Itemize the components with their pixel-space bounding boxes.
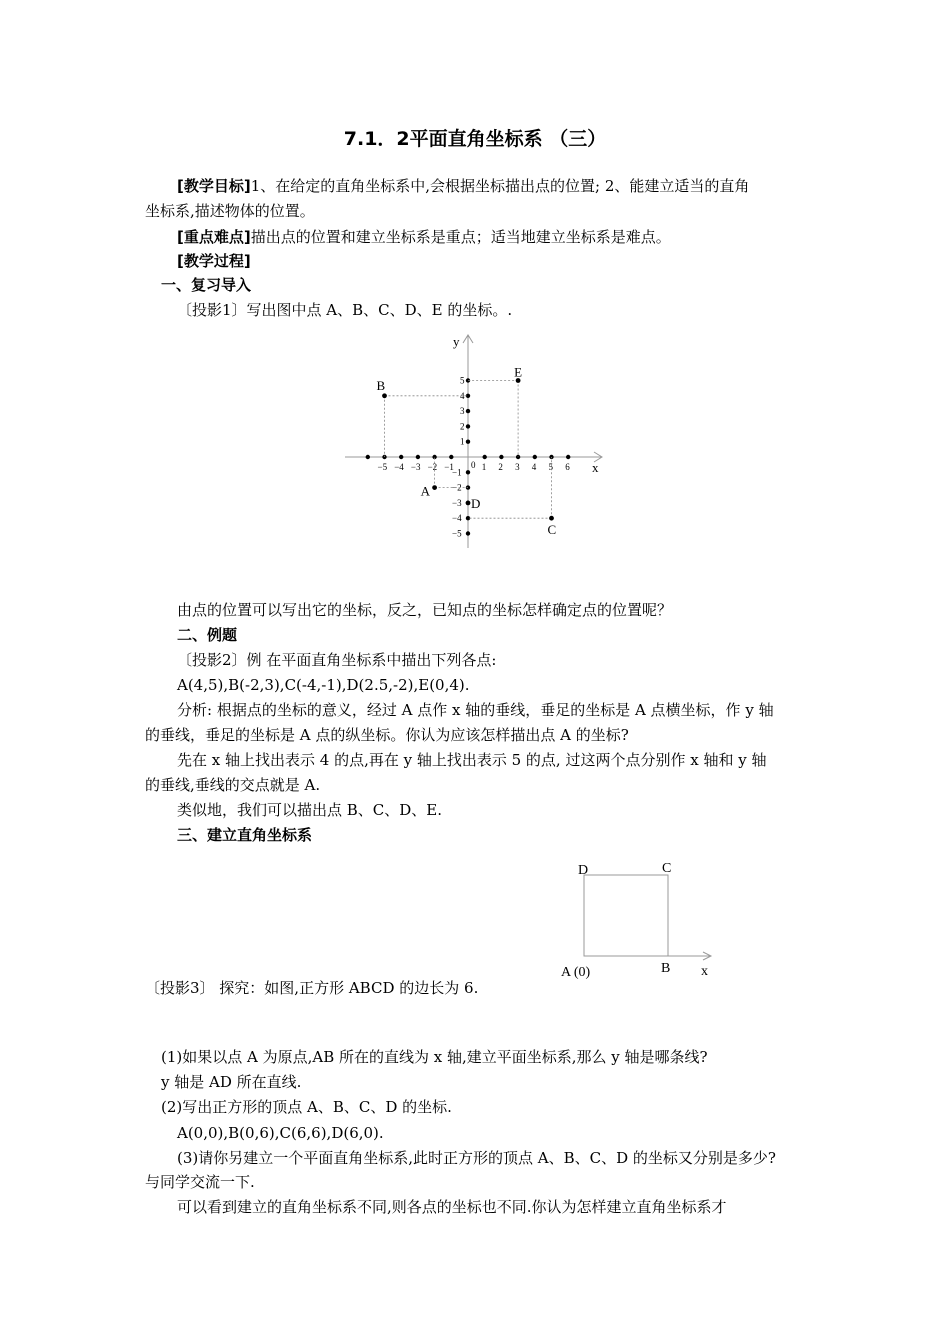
point-label-c: C [547, 522, 557, 538]
x-tick-dot [499, 455, 503, 459]
point-b [382, 393, 387, 398]
section-1-heading: 一、复习导入 [161, 276, 252, 294]
y-tick-label: −5 [452, 528, 462, 539]
x-tick-label: −4 [394, 462, 404, 472]
analysis-line-2: 的垂线，垂足的坐标是 A 点的纵坐标。你认为应该怎样描出点 A 的坐标? [145, 726, 629, 744]
x-tick-label: 3 [515, 462, 520, 472]
x-tick-label: 2 [498, 462, 503, 472]
point-label-a: A [420, 483, 430, 499]
point-c [549, 516, 554, 521]
reverse-question: 由点的位置可以写出它的坐标，反之，已知点的坐标怎样确定点的位置呢？ [177, 601, 673, 619]
label-c: C [662, 861, 672, 876]
x-tick-dot [449, 455, 453, 459]
x-tick-label: −1 [444, 462, 454, 472]
label-d: D [578, 863, 589, 878]
y-tick-dot [466, 424, 470, 428]
point-label-e: E [514, 364, 523, 380]
x-tick-dot [483, 455, 487, 459]
teaching-goal [177, 176, 749, 196]
x-tick-dot [399, 455, 403, 459]
x-tick-label: 4 [531, 462, 537, 472]
square-abcd [584, 875, 668, 956]
section-3-heading: 三、建立直角坐标系 [177, 826, 313, 844]
x-tick-label: 5 [548, 462, 553, 472]
x-tick-dot [566, 455, 570, 459]
key-text: 描出点的位置和建立坐标系是重点；适当地建立坐标系是难点。 [250, 228, 671, 246]
projection-3: 〔投影3〕 探究：如图,正方形 ABCD 的边长为 6. [145, 979, 479, 997]
y-tick-dot [466, 409, 470, 413]
x-tick-label: −3 [410, 462, 421, 472]
x-tick-label: −2 [427, 462, 438, 472]
x-tick-label: −5 [377, 462, 388, 472]
y-tick-dot [466, 440, 470, 444]
method-line-2: 的垂线,垂线的交点就是 A. [145, 776, 321, 794]
x-tick-dot [366, 455, 370, 459]
label-a: A (0) [561, 965, 591, 980]
y-tick-label: 1 [460, 436, 465, 447]
x-axis-label: x [592, 460, 599, 475]
question-2: (2)写出正方形的顶点 A、B、C、D 的坐标. [161, 1098, 452, 1116]
goal-text-2: 坐标系,描述物体的位置。 [145, 202, 315, 220]
answer-2: A(0,0),B(0,6),C(6,6),D(6,0). [177, 1124, 384, 1142]
y-tick-label: −1 [452, 467, 462, 478]
process-label: [教学过程] [177, 252, 251, 270]
y-tick-dot [466, 531, 470, 535]
points-list: A(4,5),B(-2,3),C(-4,-1),D(2.5,-2),E(0,4). [177, 676, 470, 694]
key-points [177, 227, 671, 247]
page-title: 7.1．2平面直角坐标系 （三） [343, 128, 607, 150]
goal-text-1: 1、在给定的直角坐标系中,会根据坐标描出点的位置; 2、能建立适当的直角 [250, 177, 750, 195]
label-x: x [701, 964, 708, 979]
section-2-heading: 二、例题 [177, 626, 238, 644]
point-label-d: D [471, 495, 481, 511]
x-tick-label: 6 [565, 462, 570, 472]
analysis-line-1: 分析: 根据点的坐标的意义，经过 A 点作 x 轴的垂线，垂足的坐标是 A 点横坐标，作 y 轴 [177, 701, 774, 719]
point-d [466, 501, 471, 506]
goal-label: [教学目标] [177, 177, 251, 195]
question-1: (1)如果以点 A 为原点,AB 所在的直线为 x 轴,建立平面坐标系,那么 y 轴是哪条线? [161, 1048, 708, 1066]
y-tick-label: 2 [460, 421, 465, 432]
coordinate-graph-1 [340, 330, 620, 575]
y-tick-label: −4 [452, 513, 462, 524]
point-label-b: B [376, 377, 386, 393]
x-tick-label: 1 [481, 462, 487, 472]
y-tick-dot [466, 470, 470, 474]
conclusion-line: 可以看到建立的直角坐标系不同,则各点的坐标也不同.你认为怎样建立直角坐标系才 [177, 1198, 727, 1216]
label-b: B [661, 961, 671, 976]
similar-line: 类似地，我们可以描出点 B、C、D、E. [177, 801, 443, 819]
y-tick-label: −3 [452, 497, 462, 508]
y-axis-label: y [453, 334, 460, 349]
y-tick-label: −2 [452, 482, 462, 493]
question-3-line-1: (3)请你另建立一个平面直角坐标系,此时正方形的顶点 A、B、C、D 的坐标又分别是多少? [177, 1149, 776, 1167]
answer-1: y 轴是 AD 所在直线. [161, 1073, 302, 1091]
projection-2: 〔投影2〕例 在平面直角坐标系中描出下列各点: [177, 651, 497, 669]
projection-1: 〔投影1〕写出图中点 A、B、C、D、E 的坐标。. [177, 301, 513, 319]
question-3-line-2: 与同学交流一下. [145, 1173, 255, 1191]
x-tick-dot [533, 455, 537, 459]
key-label: [重点难点] [177, 228, 251, 246]
square-graph [555, 855, 725, 985]
y-tick-label: 3 [460, 406, 465, 417]
y-tick-label: 5 [460, 375, 465, 386]
origin-label: 0 [471, 460, 476, 470]
x-tick-dot [416, 455, 420, 459]
y-tick-label: 4 [460, 390, 465, 401]
point-a [432, 485, 437, 490]
method-line-1: 先在 x 轴上找出表示 4 的点,再在 y 轴上找出表示 5 的点, 过这两个点分别作 x 轴和 y 轴 [177, 751, 767, 769]
